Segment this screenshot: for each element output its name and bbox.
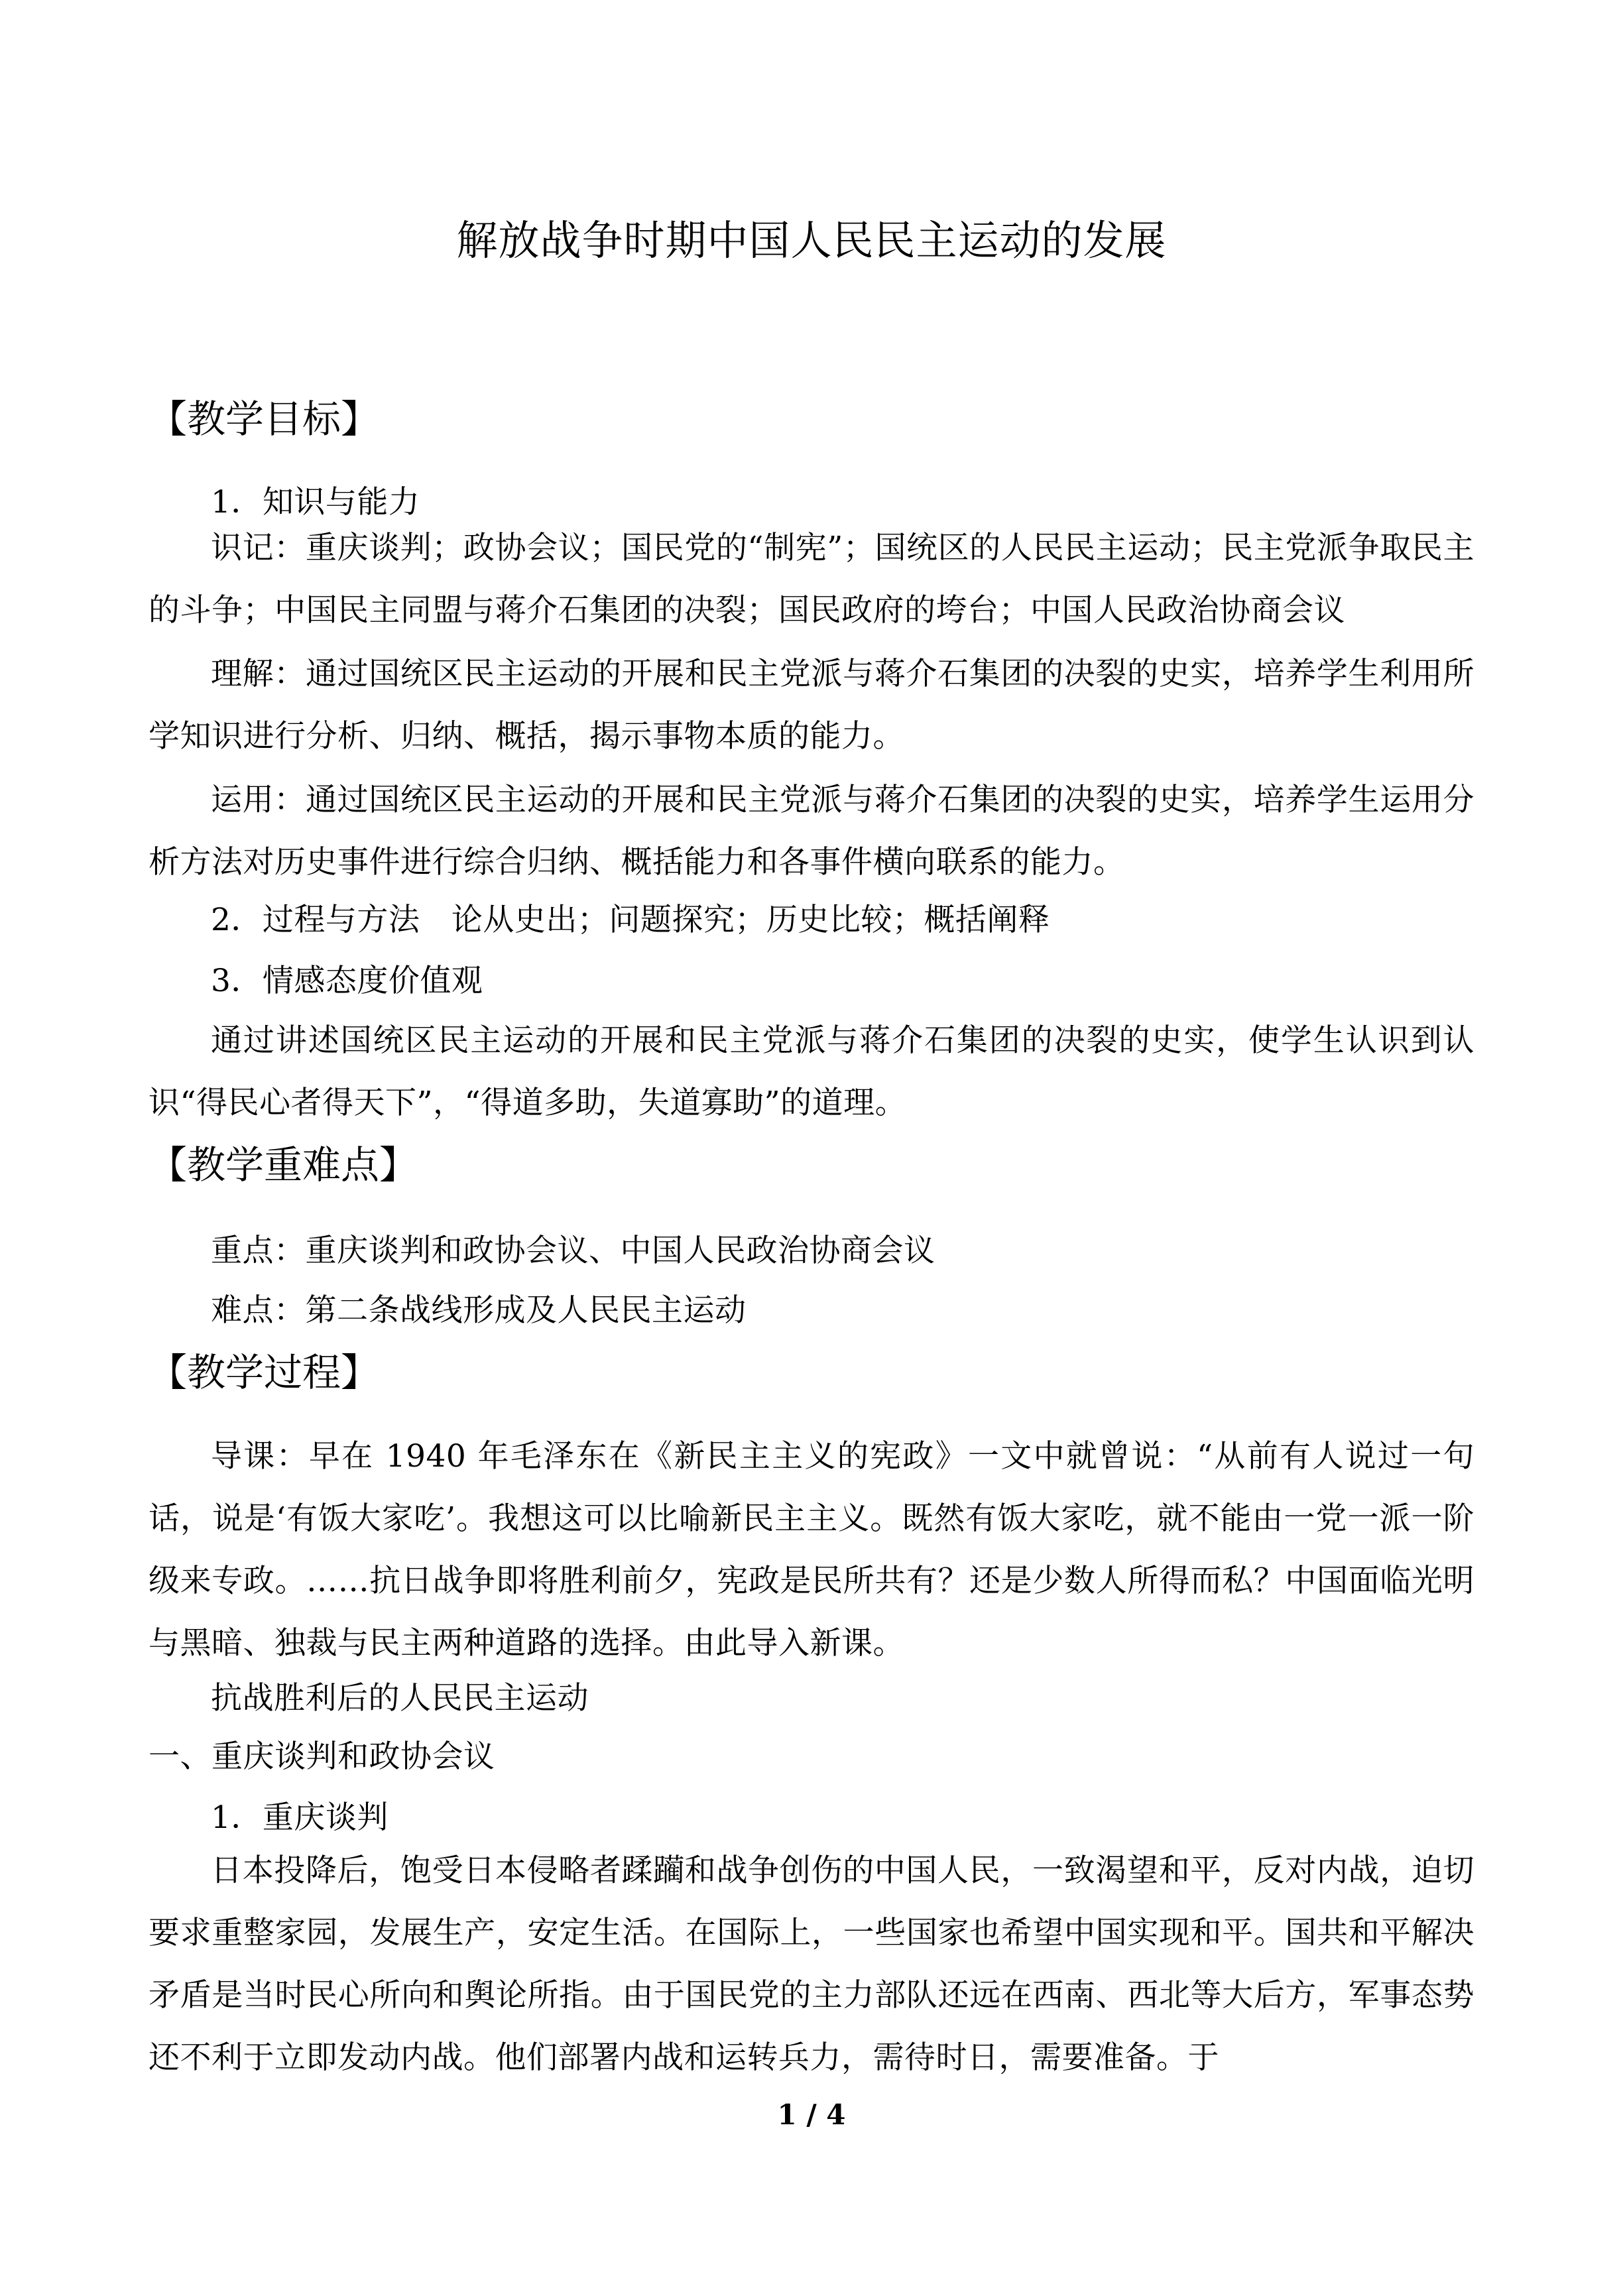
heading-objectives: 【教学目标】 [149, 396, 380, 442]
heading-process: 【教学过程】 [149, 1350, 380, 1395]
page-number: 1 / 4 [777, 2098, 846, 2131]
heading-key-points: 【教学重难点】 [149, 1142, 418, 1187]
objective-apply-paragraph: 运用：通过国统区民主运动的开展和民主党派与蒋介石集团的决裂的史实，培养学生运用分析方法对历史事件进行综合归纳、概括能力和各事件横向联系的能力。 [149, 782, 1474, 880]
objective-values-paragraph: 通过讲述国统区民主运动的开展和民主党派与蒋介石集团的决裂的史实，使学生认识到认识“得民心者得天下”，“得道多助，失道寡助”的道理。 [149, 1022, 1474, 1121]
objective-recall-paragraph: 识记：重庆谈判；政协会议；国民党的“制宪”；国统区的人民民主运动；民主党派争取民主的斗争；中国民主同盟与蒋介石集团的决裂；国民政府的垮台；中国人民政治协商会议 [149, 530, 1474, 629]
objective-understand-paragraph: 理解：通过国统区民主运动的开展和民主党派与蒋介石集团的决裂的史实，培养学生利用所学知识进行分析、归纳、概括，揭示事物本质的能力。 [149, 656, 1474, 755]
key-point: 重点：重庆谈判和政协会议、中国人民政治协商会议 [211, 1233, 935, 1269]
process-part-1-heading: 一、重庆谈判和政协会议 [149, 1738, 495, 1775]
process-subtitle: 抗战胜利后的人民民主运动 [211, 1680, 589, 1717]
objective-item-2: 2．过程与方法 论从史出；问题探究；历史比较；概括阐释 [211, 902, 1050, 938]
process-part-1-item-1: 1．重庆谈判 [211, 1799, 389, 1836]
document-title: 解放战争时期中国人民民主运动的发展 [456, 216, 1167, 265]
objective-item-1-label: 1．知识与能力 [211, 484, 420, 520]
objective-item-3-label: 3．情感态度价值观 [211, 963, 483, 999]
process-body-paragraph: 日本投降后，饱受日本侵略者蹂躏和战争创伤的中国人民，一致渴望和平，反对内战，迫切要求重整家园，发展生产，安定生活。在国际上，一些国家也希望中国实现和平。国共和平解决矛盾是当时民心所向和舆论所指。由于国民党的主力部队还远在西南、西北等大后方，军事态势还不利于立即发动内战。他们部署内战和运转兵力，需待时日，需要准备。于 [149, 1852, 1474, 2076]
difficult-point: 难点：第二条战线形成及人民民主运动 [211, 1292, 747, 1329]
process-intro-paragraph: 导课：早在 1940 年毛泽东在《新民主主义的宪政》一文中就曾说：“从前有人说过一句话，说是‘有饭大家吃’。我想这可以比喻新民主主义。既然有饭大家吃，就不能由一党一派一阶级来专政。……抗日战争即将胜利前夕，宪政是民所共有？还是少数人所得而私？中国面临光明与黑暗、独裁与民主两种道路的选择。由此导入新课。 [149, 1438, 1474, 1662]
